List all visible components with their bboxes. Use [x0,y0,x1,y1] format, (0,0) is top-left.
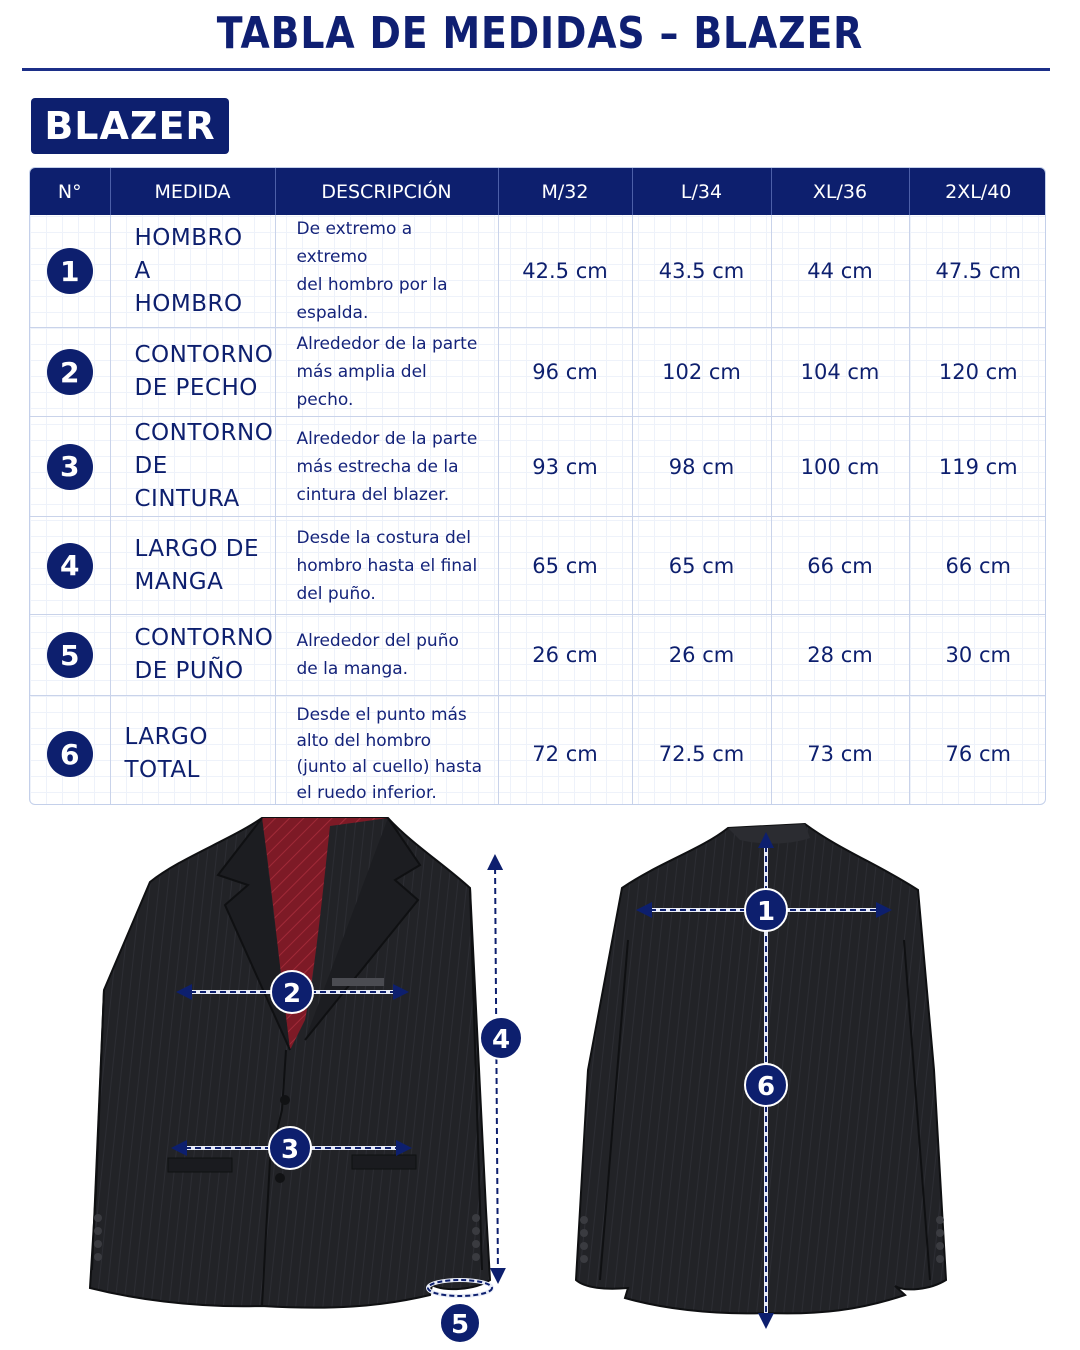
value-xl: 104 cm [771,328,909,417]
value-m: 42.5 cm [498,215,632,328]
measure-description: Alrededor del puño de la manga. [275,615,498,696]
value-2xl: 119 cm [909,417,1046,517]
table-row [30,215,1046,328]
value-m: 72 cm [498,696,632,806]
header-description: DESCRIPCIÓN [275,168,498,215]
header-number: N° [30,168,110,215]
table-row [30,696,1046,806]
value-2xl: 120 cm [909,328,1046,417]
marker-6 [745,1064,787,1106]
svg-text:2: 2 [282,979,302,1009]
value-2xl: 47.5 cm [909,215,1046,328]
svg-text:6: 6 [756,1072,776,1102]
table-row [30,517,1046,615]
value-m: 65 cm [498,517,632,615]
row-number-badge: 6 [47,731,93,777]
measure-name: CONTORNO DE PECHO [110,328,275,417]
measure-name: HOMBRO A HOMBRO [110,215,275,328]
measure-name: CONTORNO DE PUÑO [110,615,275,696]
value-l: 65 cm [632,517,771,615]
front-jacket [90,818,490,1308]
value-m: 26 cm [498,615,632,696]
header-size-xl: XL/36 [771,168,909,215]
row-number-badge: 2 [47,349,93,395]
value-xl: 44 cm [771,215,909,328]
marker-5 [440,1303,480,1343]
size-table [29,167,1046,805]
measure-description: Alrededor de la parte más amplia del pecho. [275,328,498,417]
table-row [30,417,1046,517]
header-size-m: M/32 [498,168,632,215]
value-m: 96 cm [498,328,632,417]
value-xl: 66 cm [771,517,909,615]
marker-3 [269,1127,311,1169]
row-number-badge: 3 [47,444,93,490]
value-2xl: 66 cm [909,517,1046,615]
measure-name: LARGO TOTAL [110,696,275,806]
row-number-badge: 1 [47,248,93,294]
measure-description: Alrededor de la parte más estrecha de la cintura del blazer. [275,417,498,517]
value-xl: 73 cm [771,696,909,806]
header-size-l: L/34 [632,168,771,215]
title-divider [22,68,1050,71]
value-xl: 28 cm [771,615,909,696]
row-number-badge: 4 [47,543,93,589]
svg-text:3: 3 [280,1135,300,1165]
header-size-2xl: 2XL/40 [909,168,1046,215]
table-row [30,328,1046,417]
measure-name: CONTORNO DE CINTURA [110,417,275,517]
measure-name: LARGO DE MANGA [110,517,275,615]
value-l: 43.5 cm [632,215,771,328]
svg-text:1: 1 [756,897,776,927]
marker-4 [480,1017,522,1059]
table-row [30,615,1046,696]
value-l: 26 cm [632,615,771,696]
measure-description: Desde el punto más alto del hombro (junto al cuello) hasta el ruedo inferior. [275,696,498,806]
value-l: 72.5 cm [632,696,771,806]
section-badge: BLAZER [31,98,229,154]
value-xl: 100 cm [771,417,909,517]
table-header-row [30,168,1046,215]
marker-2 [271,971,313,1013]
value-l: 98 cm [632,417,771,517]
sleeve-arrow [495,858,498,1280]
value-l: 102 cm [632,328,771,417]
blazer-diagram [0,810,1080,1350]
header-measure: MEDIDA [110,168,275,215]
marker-1 [745,889,787,931]
page-title: TABLA DE MEDIDAS – BLAZER [216,8,864,59]
svg-text:5: 5 [450,1310,470,1340]
value-2xl: 30 cm [909,615,1046,696]
row-number-badge: 5 [47,632,93,678]
value-2xl: 76 cm [945,742,1011,767]
measure-description: De extremo a extremo del hombro por la espalda. [275,215,498,328]
value-m: 93 cm [498,417,632,517]
svg-text:4: 4 [491,1025,511,1055]
measure-description: Desde la costura del hombro hasta el final del puño. [275,517,498,615]
